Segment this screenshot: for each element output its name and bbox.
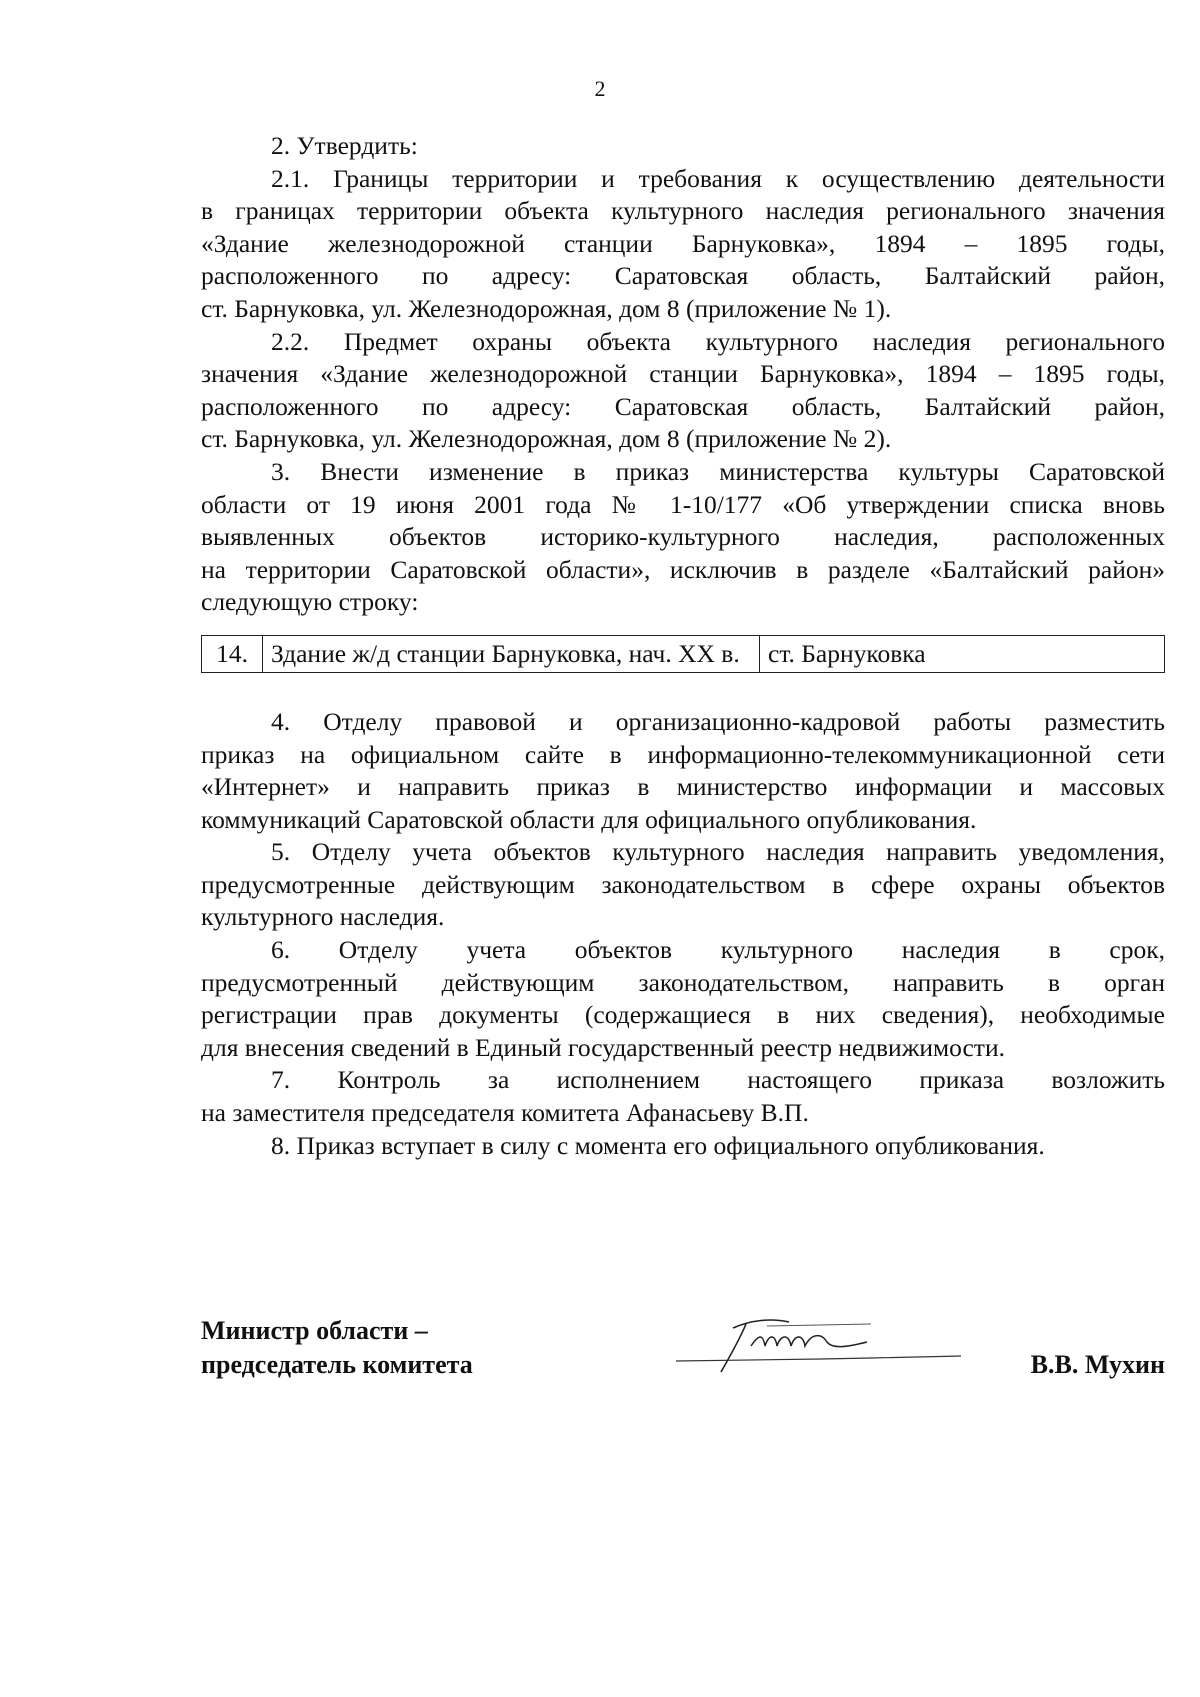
paragraph-4 [201, 706, 1165, 836]
signatory-title-line: Министр области – [201, 1316, 428, 1345]
text-line: ст. Барнуковка, ул. Железнодорожная, дом 8 (приложение № 1). [201, 293, 892, 323]
object-name-cell: Здание ж/д станции Барнуковка, нач. XX в. [263, 635, 760, 672]
text-line: расположенного по адресу: Саратовская область, Балтайский район, [201, 261, 1165, 291]
text-line: в границах территории объекта культурного наследия регионального значения [201, 196, 1165, 226]
text-line: приказ на официальном сайте в информационно-телекоммуникационной сети [201, 739, 1165, 769]
text-line: для внесения сведений в Единый государственный реестр недвижимости. [201, 1032, 1005, 1062]
paragraph-2-1 [201, 163, 1165, 326]
text-line: 2.2. Предмет охраны объекта культурного наследия регионального [271, 326, 1165, 356]
text-line: 2.1. Границы территории и требования к осуществлению деятельности [271, 163, 1165, 193]
text-line: предусмотренные действующим законодательством в сфере охраны объектов [201, 869, 1165, 899]
text-line: 4. Отделу правовой и организационно-кадровой работы разместить [271, 706, 1165, 736]
paragraph-2-2 [201, 326, 1165, 456]
text-line: 7. Контроль за исполнением настоящего приказа возложить [271, 1065, 1165, 1095]
text-line: предусмотренный действующим законодательством, направить в орган [201, 967, 1165, 997]
text-line: на территории Саратовской области», исключив в разделе «Балтайский район» [201, 554, 1165, 584]
text-line: значения «Здание железнодорожной станции Барнуковка», 1894 – 1895 годы, [201, 359, 1165, 389]
text-line: 3. Внести изменение в приказ министерства культуры Саратовской [271, 456, 1165, 486]
signatory-name: В.В. Мухин [1030, 1350, 1165, 1379]
text-line: ст. Барнуковка, ул. Железнодорожная, дом 8 (приложение № 2). [201, 424, 892, 454]
text-line: 6. Отделу учета объектов культурного наследия в срок, [271, 935, 1165, 965]
paragraph-7 [201, 1064, 1165, 1129]
paragraph-2: 2. Утвердить: [271, 131, 418, 160]
text-line: области от 19 июня 2001 года № 1-10/177 «Об утверждении списка вновь [201, 489, 1165, 519]
row-number-cell: 14. [202, 635, 263, 672]
paragraph-5 [201, 836, 1165, 934]
document-body [201, 130, 1165, 1162]
handwritten-signature [671, 1306, 971, 1376]
text-line: на заместителя председателя комитета Афанасьеву В.П. [201, 1098, 809, 1128]
text-line: следующую строку: [201, 587, 419, 617]
paragraph-3 [201, 456, 1165, 619]
text-line: выявленных объектов историко-культурного наследия, расположенных [201, 522, 1165, 552]
text-line: «Здание железнодорожной станции Барнуковка», 1894 – 1895 годы, [201, 228, 1165, 258]
object-table [201, 635, 1165, 673]
signature-block [201, 1314, 1165, 1384]
signatory-title [201, 1314, 473, 1382]
text-line: расположенного по адресу: Саратовская область, Балтайский район, [201, 391, 1165, 421]
paragraph-6 [201, 934, 1165, 1064]
text-line: регистрации прав документы (содержащиеся в них сведения), необходимые [201, 1000, 1165, 1030]
paragraph-8: 8. Приказ вступает в силу с момента его официального опубликования. [271, 1130, 1045, 1160]
signatory-title-line: председатель комитета [201, 1350, 473, 1379]
object-location-cell: ст. Барнуковка [760, 635, 1165, 672]
table-row [202, 635, 1165, 672]
text-line: культурного наследия. [201, 902, 445, 932]
text-line: коммуникаций Саратовской области для официального опубликования. [201, 804, 977, 834]
text-line: «Интернет» и направить приказ в министерство информации и массовых [201, 772, 1165, 802]
page-number: 2 [594, 76, 606, 101]
text-line: 5. Отделу учета объектов культурного наследия направить уведомления, [271, 837, 1165, 867]
excluded-row-table [201, 635, 1165, 673]
